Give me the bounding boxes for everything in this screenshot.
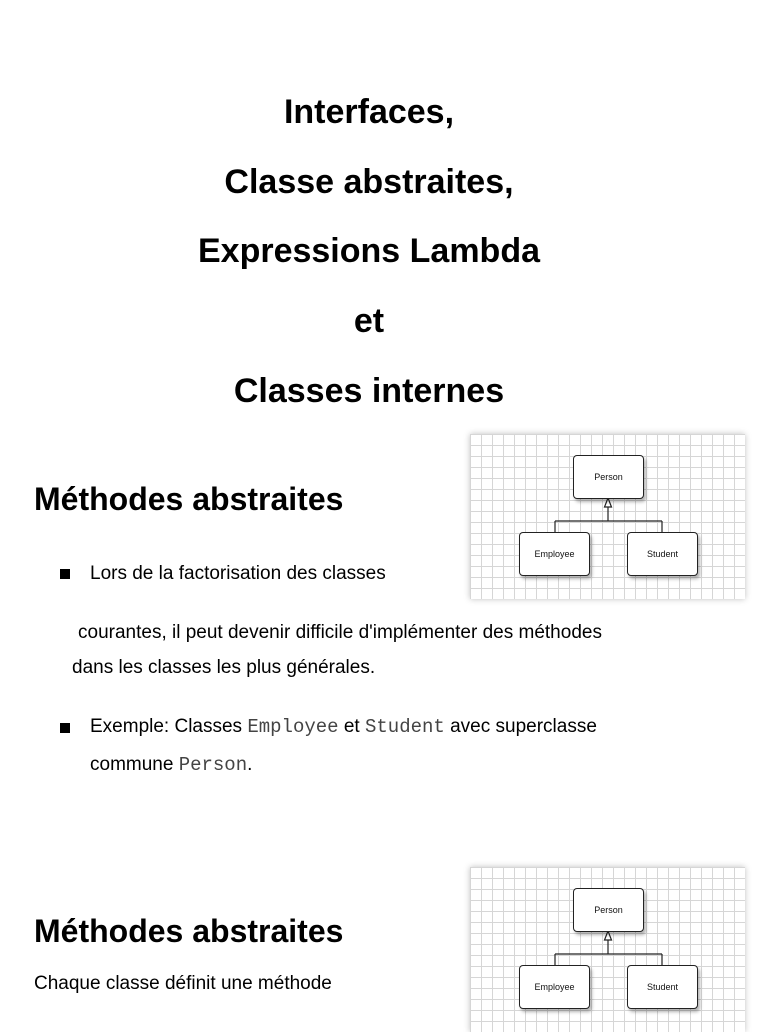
bullet2-and: et [343, 716, 360, 737]
class-diagram-2 [470, 867, 745, 1032]
section-heading-2: Méthodes abstraites [34, 913, 344, 949]
bullet2-line2-prefix: commune [90, 754, 179, 775]
bullet1-line2: courantes, il peut devenir difficile d'implémenter des méthodes [78, 622, 602, 643]
section2-text-line1: Chaque classe définit une méthode [34, 973, 332, 994]
bullet1-line3: dans les classes les plus générales. [72, 657, 376, 678]
student-class-box: Student [627, 965, 698, 1009]
class-diagram-1 [470, 434, 745, 599]
bullet2-line1 [90, 715, 597, 739]
title-line-2: Classe abstraites, [224, 163, 514, 201]
bullet-marker-2 [60, 723, 70, 733]
class-name-person: Person [178, 754, 248, 776]
title-line-3: Expressions Lambda [197, 232, 540, 270]
employee-class-box: Employee [519, 965, 590, 1009]
class-name-student: Student [364, 716, 445, 738]
person-class-box: Person [573, 455, 644, 499]
bullet2-line2 [90, 753, 252, 777]
bullet2-line2-suffix: . [247, 754, 253, 775]
title-line-4: et [353, 302, 385, 340]
employee-class-box: Employee [519, 532, 590, 576]
bullet-marker-1 [60, 569, 70, 579]
student-class-box: Student [627, 532, 698, 576]
person-class-box: Person [573, 888, 644, 932]
class-name-employee: Employee [247, 716, 339, 738]
title-line-5: Classes internes [233, 372, 505, 410]
bullet1-line1: Lors de la factorisation des classes [90, 563, 386, 584]
bullet2-suffix: avec superclasse [450, 716, 597, 737]
section-heading-1: Méthodes abstraites [34, 481, 344, 517]
bullet2-prefix: Exemple: Classes [90, 716, 248, 737]
title-line-1: Interfaces, [283, 93, 455, 131]
